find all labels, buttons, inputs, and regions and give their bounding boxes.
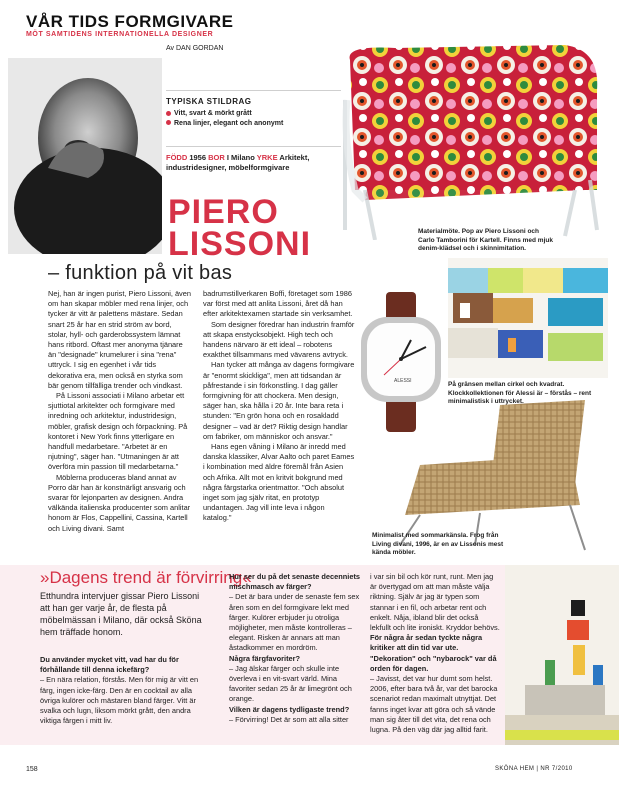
pull-quote: »Dagens trend är förvirring« (40, 568, 252, 587)
interview-answer: – Javisst, det var hur dumt som helst. 2006, efter bara två år, var det barocka scenariot redan maximalt utnyttjat. Det fanns inget kvar att göra och så vände man sig åter till det vita, det rena och lugna. På den väg där jag alltid farit. (370, 674, 498, 735)
interview-answer: i var sin bil och kör runt, runt. Men jag är övertygad om att man måste välja riktning. Själv är jag är typen som stannar i en fil, och arbetar rent och enkelt. Nåja, ibland blir det också lekfullt och lite ironiskt. Kryddor behövs. (370, 572, 500, 633)
watch-brand: ALESSI (394, 378, 412, 384)
shelf-caption: På gränsen mellan cirkel och kvadrat. Klockkollektionen för Alessi är – förstås – rent minimalistisk i uttrycket. (448, 381, 592, 405)
interview-question: Hur ser du på det senaste decenniets mischmasch av färger? (229, 572, 361, 592)
frog-caption: Minimalist med sommarkänsla. Frog från Living divani, 1996, är en av Lissonis mest kända möbler. (372, 532, 504, 556)
interview-answer: – Förvirring! Det är som att alla sitter (229, 714, 349, 724)
body-column-1 (48, 289, 192, 534)
style-traits-box (166, 97, 346, 128)
byline: Av DAN GORDAN (166, 45, 224, 52)
body-paragraph: Nej, han är ingen purist, Piero Lissoni, även om han skapar möbler med rena linjer, och tycker är vitt är palettens mästare. Sedan snart 25 år har en strid ström av bord, stolar, hyll- och garderobssystem lämnat hans ritbord. Oftast mer anonyma tjänare än "designade" krumelurer i sina "rena" uttryck. I sig en egenhet i vår tids dekorativa era, men också en styrka som bär genom tillfälliga trender och vindkast. (48, 289, 191, 390)
interior-illustration (505, 565, 619, 745)
body-paragraph: Som designer föredrar han industrin framför att skapa enstycksobjekt. High tech och handens närvaro är ett ideal – robotens exakthet tillsammans med vävarens avtryck. (203, 319, 355, 360)
profession-label: YRKE (256, 153, 278, 162)
body-paragraph: På Lissoni associati i Milano arbetar ett sjuttiotal arkitekter och formgivare med inredning och arkitektur, industridesign, möbler, grafisk design och förpackning. På kontoret i New York finns ytterligare en handfull medarbetare. "Arbetet är en njutning", säger han. "Utmaningen är att överföra min passion till medarbetarna." (48, 391, 188, 472)
lives-value: I Milano (226, 153, 255, 162)
frog-chair-photo (380, 395, 605, 555)
interview-column-a (40, 655, 210, 726)
shelf-photo (448, 258, 608, 378)
style-trait-item: Rena linjer, elegant och anonymt (166, 119, 346, 129)
fact-line (166, 153, 351, 173)
magazine-issue: SKÖNA HEM | NR 7/2010 (495, 766, 573, 772)
frog-chair-illustration (380, 395, 605, 555)
interview-answer: – Jag älskar färger och skulle inte överleva i en vit-svart värld. Mina favoriter sedan 25 år är limegrönt och orange. (229, 663, 352, 704)
interview-answer: – En nära relation, förstås. Men för mig är vitt en färg, ingen icke-färg. Den är en cocktail av alla övriga kulörer och mästaren bland färger. Vitt är svalka och lugn, liksom mörkt grått, den andra viktiga färgen i mitt liv. (40, 675, 199, 726)
interview-column-c (370, 572, 500, 735)
section-subtitle: MÖT SAMTIDENS INTERNATIONELLA DESIGNER (26, 31, 214, 38)
article-subtitle: – funktion på vit bas (48, 262, 233, 284)
born-label: FÖDD (166, 153, 188, 162)
interview-column-b (229, 572, 361, 725)
portrait-illustration (8, 58, 162, 254)
divider (166, 90, 341, 91)
style-traits-heading: TYPISKA STILDRAG (166, 97, 252, 106)
chair-caption: Materialmöte. Pop av Piero Lissoni och Carlo Tamborini för Kartell. Finns med mjuk denim-klädsel och i skinnimitation. (418, 228, 553, 252)
profession-value: Arkitekt, industridesigner, möbelformgivare (166, 153, 310, 172)
page-number: 158 (26, 766, 38, 773)
interview-question: Några färgfavoriter? (229, 653, 301, 663)
body-paragraph: Hans egen våning i Milano är inredd med danska klassiker, Alvar Aalto och paret Eames i kombination med äldre föremål från Asien och Afrika. Allt mot en kritvit bokgrund med några färgstarka orientmattor. "Och absolut inget som jag själv ritat, en prototyp undantagen. Jag vill inte leva i någon katalog." (203, 442, 355, 523)
interior-photo (505, 565, 619, 745)
shelf-illustration (448, 258, 608, 378)
section-title: VÅR TIDS FORMGIVARE (26, 12, 234, 31)
body-paragraph: badrumstillverkaren Boffi, företaget som 1986 var först med att anlita Lissoni, året då han efter arkitektexamen startade sin verksamhet. (203, 289, 353, 319)
style-trait-item: Vitt, svart & mörkt grått (166, 109, 346, 119)
body-paragraph: Möblerna produceras bland annat av Porro där han är konstnärligt ansvarig och svarar för lejonparten av designen. Andra välkända italienska producenter som anlitar honom är Flos, Cappellini, Cassina, Kartell och Living divani. Samt (48, 472, 191, 533)
interview-question: Vilken är dagens tydligaste trend? (229, 704, 350, 714)
interview-question: För några år sedan tyckte några kritiker att din tid var ute. "Dekoration" och "nybarock" var då orden för dagen. (370, 633, 497, 673)
designer-name: PIERO LISSONI (168, 193, 312, 263)
portrait-photo (8, 58, 162, 254)
chair-photo (335, 40, 605, 240)
bullet-icon (166, 111, 171, 116)
chair-illustration (335, 40, 605, 240)
interview-question: Du använder mycket vitt, vad har du för förhållande till denna ickefärg? (40, 655, 179, 675)
divider (166, 146, 341, 147)
lives-label: BOR (208, 153, 225, 162)
interview-intro: Etthundra intervjuer gissar Piero Lissoni att han ger varje år, de flesta på möbelmässan i Milano, där också Sköna hem träffade honom. (40, 591, 202, 637)
born-value: 1956 (189, 153, 207, 162)
body-paragraph: Han tycker att många av dagens formgivare är "enormt skickliga", men att tidsandan är påfrestande i sin förkonstling. I dag gäller formgivning för att chockera. Men design, säger han, ska hålla i 20 år. Inte bara reta i stunden: "En grön hona och en rosakladd designer – vad är det? Riktig design handlar om fabriker, om människor och ansvar." (203, 360, 355, 441)
bullet-icon (166, 120, 171, 125)
body-column-2 (203, 289, 355, 524)
interview-answer: – Det är bara under de senaste fem sex åren som en del formgivare lekt med färger. Kulörer erbjuder ju otroliga möjligheter, men måste kontrolleras – elegant. Risken är annars att man åstadkommer en mordröm. (229, 592, 360, 653)
